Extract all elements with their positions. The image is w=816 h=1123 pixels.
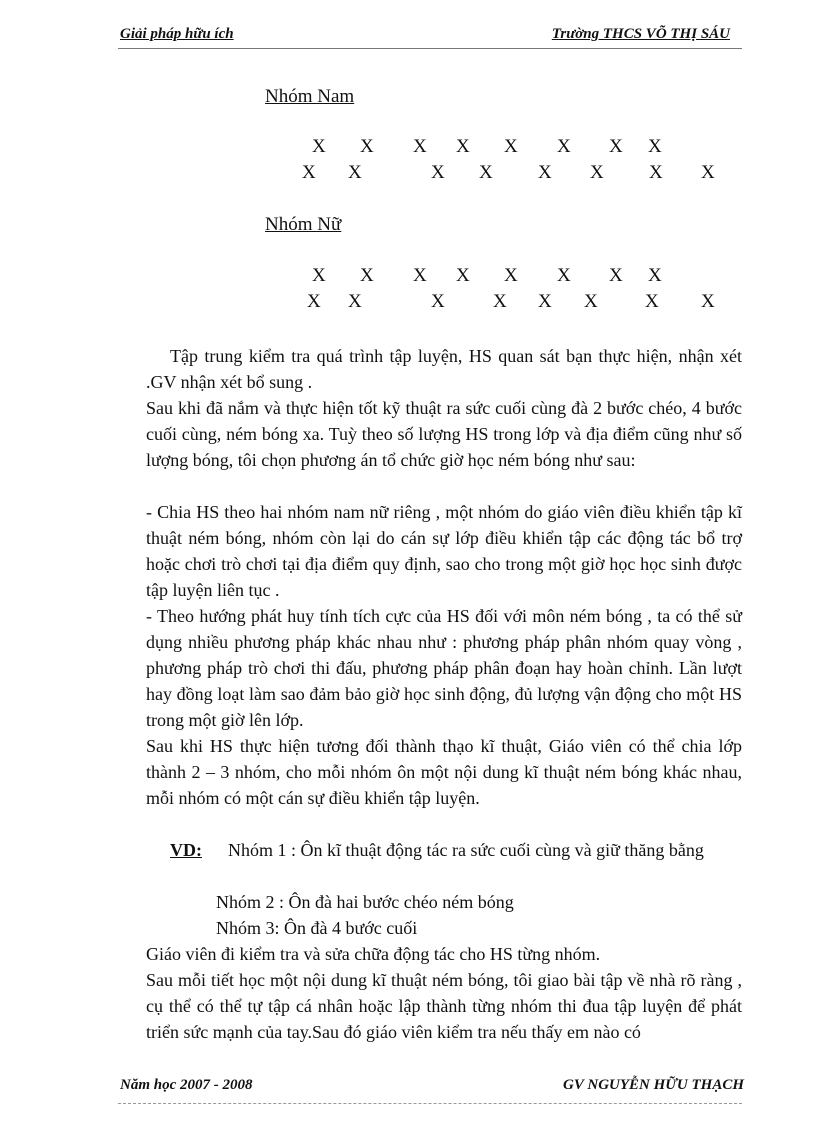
x-mark: X: [557, 136, 571, 157]
x-mark: X: [312, 265, 326, 286]
group-title-nam: Nhóm Nam: [265, 86, 355, 107]
x-mark: X: [584, 291, 598, 312]
x-mark: X: [307, 291, 321, 312]
example-item-3: Nhóm 3: Ôn đà 4 bước cuối: [216, 918, 418, 938]
paragraph-4: - Theo hướng phát huy tính tích cực của HS đối với môn ném bóng , ta có thể sử dụng nhiều phương pháp khác nhau như : phương pháp phân nhóm quay vòng , phương pháp trò chơi thi đấu, phương pháp phân đoạn hay hoàn chỉnh. Lần lượt hay đồng loạt làm sao đảm bảo giờ học sinh động, đủ lượng vận động cho một HS trong một giờ lên lớp.: [146, 606, 742, 730]
x-mark: X: [645, 291, 659, 312]
paragraph-1: Tập trung kiểm tra quá trình tập luyện, HS quan sát bạn thực hiện, nhận xét .GV nhận xét bổ sung .: [146, 346, 742, 392]
x-mark: X: [479, 162, 493, 183]
x-mark: X: [649, 162, 663, 183]
x-mark: X: [360, 136, 374, 157]
x-mark: X: [538, 162, 552, 183]
footer-left: Năm học 2007 - 2008: [120, 1077, 253, 1093]
x-mark: X: [648, 265, 662, 286]
x-mark: X: [348, 162, 362, 183]
footer-right: GV NGUYỄN HỮU THẠCH: [563, 1077, 744, 1093]
x-mark: X: [609, 265, 623, 286]
x-mark: X: [609, 136, 623, 157]
x-mark: X: [413, 265, 427, 286]
x-mark: X: [504, 265, 518, 286]
x-mark: X: [302, 162, 316, 183]
x-mark: X: [648, 136, 662, 157]
group-title-nu: Nhóm Nữ: [265, 214, 342, 235]
x-mark: X: [348, 291, 362, 312]
formation-row-nam-2: [0, 162, 816, 186]
paragraph-5: Sau khi HS thực hiện tương đối thành thạo kĩ thuật, Giáo viên có thể chia lớp thành 2 – 3 nhóm, cho mỗi nhóm ôn một nội dung kĩ thuật ném bóng khác nhau, mỗi nhóm có một cán sự điều khiển tập luyện.: [146, 736, 742, 808]
formation-row-nu-2: [0, 291, 816, 315]
x-mark: X: [504, 136, 518, 157]
x-mark: X: [538, 291, 552, 312]
footer-rule: [118, 1103, 742, 1104]
x-mark: X: [493, 291, 507, 312]
paragraph-2: Sau khi đã nắm và thực hiện tốt kỹ thuật ra sức cuối cùng đà 2 bước chéo, 4 bước cuối cùng, ném bóng xa. Tuỳ theo số lượng HS trong lớp và địa điểm cũng như số lượng bóng, tôi chọn phương án tổ chức giờ học ném bóng như sau:: [146, 398, 742, 470]
x-mark: X: [701, 291, 715, 312]
vd-label: VD:: [170, 840, 202, 860]
example-item-2: Nhóm 2 : Ôn đà hai bước chéo ném bóng: [216, 892, 514, 912]
x-mark: X: [557, 265, 571, 286]
example-item-1: Nhóm 1 : Ôn kĩ thuật động tác ra sức cuối cùng và giữ thăng bằng: [228, 840, 704, 860]
example-label: [170, 837, 202, 863]
x-mark: X: [456, 265, 470, 286]
x-mark: X: [413, 136, 427, 157]
x-mark: X: [431, 162, 445, 183]
formation-row-nam-1: [0, 136, 816, 160]
closing-line-1: Giáo viên đi kiểm tra và sửa chữa động tác cho HS từng nhóm.: [146, 944, 601, 964]
x-mark: X: [360, 265, 374, 286]
header-rule: [118, 48, 742, 49]
x-mark: X: [456, 136, 470, 157]
x-mark: X: [590, 162, 604, 183]
closing-paragraph: Sau mỗi tiết học một nội dung kĩ thuật ném bóng, tôi giao bài tập về nhà rõ ràng , cụ thể có thể tự tập cá nhân hoặc lập thành từng nhóm thi đua tập luyện để phát triển sức mạnh của tay.Sau đó giáo viên kiểm tra nếu thấy em nào có: [146, 970, 742, 1042]
header-left: Giải pháp hữu ích: [120, 26, 234, 42]
formation-row-nu-1: [0, 265, 816, 289]
x-mark: X: [312, 136, 326, 157]
x-mark: X: [701, 162, 715, 183]
paragraph-3: - Chia HS theo hai nhóm nam nữ riêng , một nhóm do giáo viên điều khiển tập kĩ thuật ném bóng, nhóm còn lại do cán sự lớp điều khiển tập các động tác bổ trợ hoặc chơi trò chơi tại địa điểm quy định, sao cho trong một giờ học học sinh được tập luyện liên tục .: [146, 502, 742, 600]
x-mark: X: [431, 291, 445, 312]
header-right: Trường THCS VÕ THỊ SÁU: [551, 26, 730, 42]
